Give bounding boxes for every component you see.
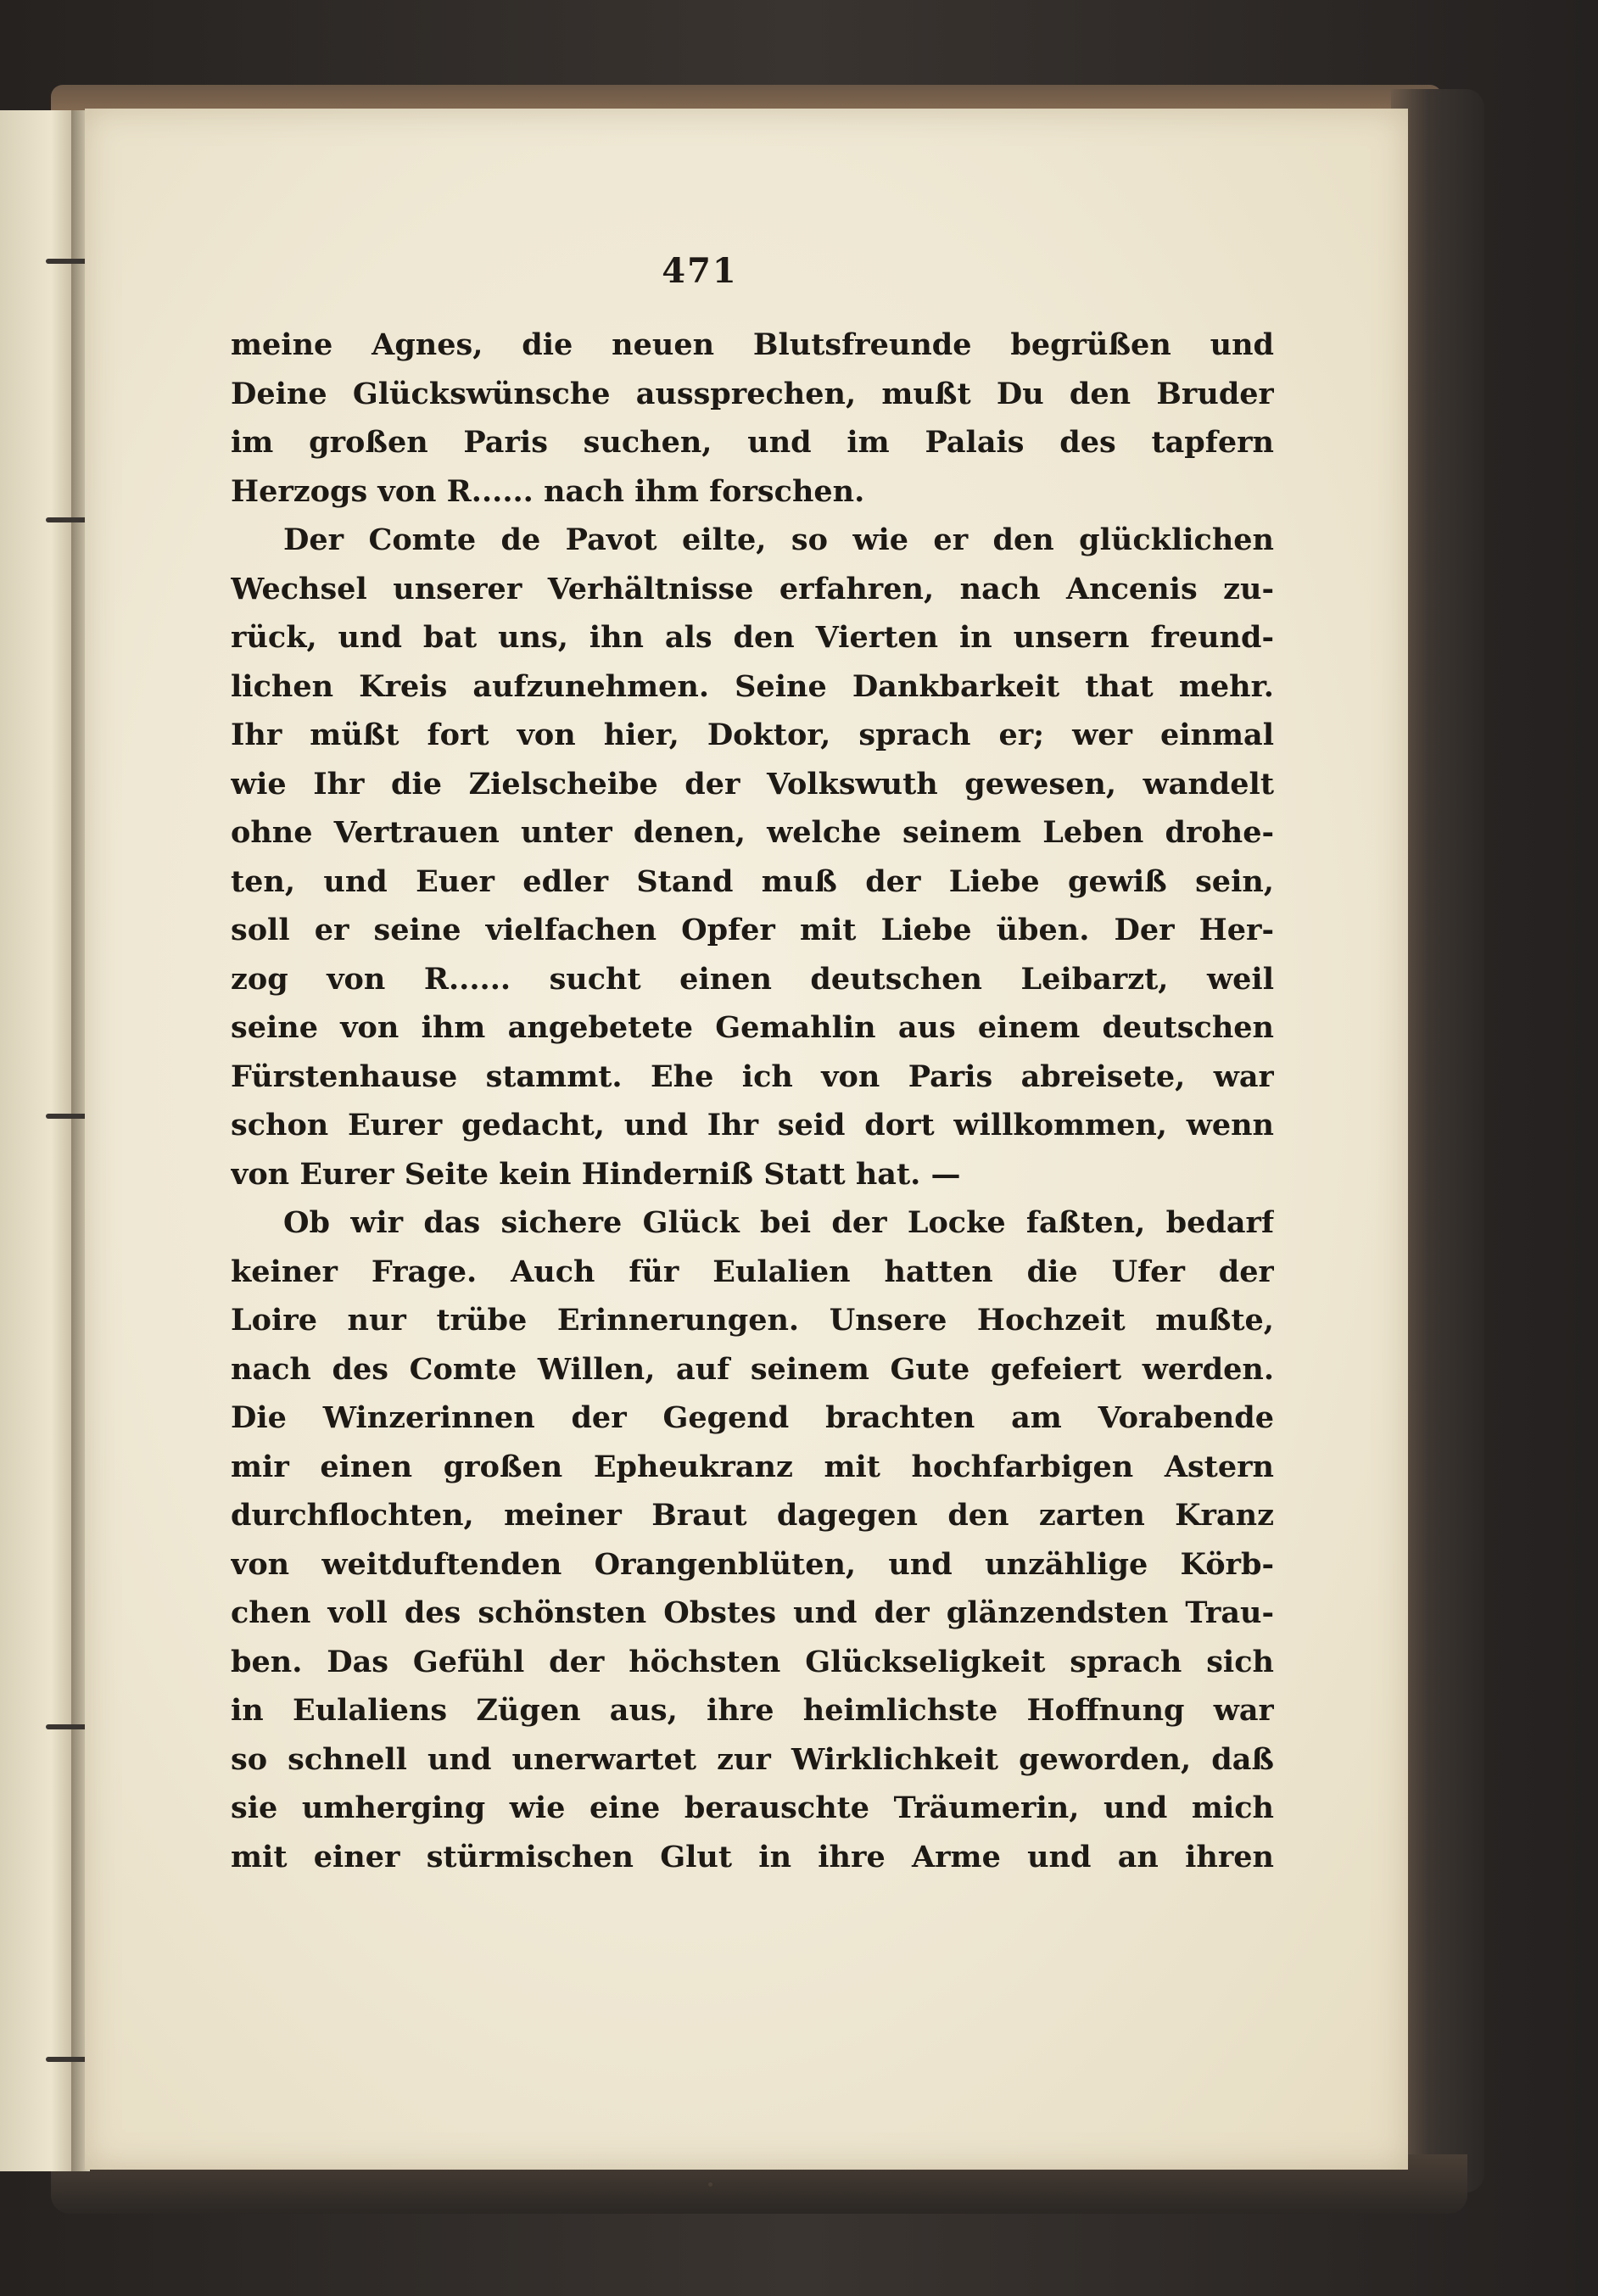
text-line: Deine Glückswünsche aussprechen, mußt Du den Bruder: [231, 376, 1274, 411]
text-line: mit einer stürmischen Glut in ihre Arme und an ihren: [231, 1839, 1274, 1874]
text-line: von weitduftenden Orangenblüten, und unzählige Körb-: [231, 1546, 1274, 1582]
text-line: von Eurer Seite kein Hinderniß Statt hat. —: [231, 1156, 961, 1192]
left-page-edge: [0, 110, 75, 2171]
text-line: Ihr müßt fort von hier, Doktor, sprach er; wer einmal: [231, 718, 1274, 752]
text-line: ohne Vertrauen unter denen, welche seinem Leben drohe-: [231, 815, 1274, 850]
text-line: keiner Frage. Auch für Eulalien hatten die Ufer der: [231, 1254, 1274, 1289]
text-line: ben. Das Gefühl der höchsten Glückseligkeit sprach sich: [231, 1644, 1274, 1679]
text-line: rück, und bat uns, ihn als den Vierten in unsern freund-: [231, 620, 1274, 655]
text-line: durchflochten, meiner Braut dagegen den zarten Kranz: [231, 1498, 1274, 1533]
text-line: zog von R...... sucht einen deutschen Leibarzt, weil: [231, 961, 1274, 997]
text-line: mir einen großen Epheukranz mit hochfarbigen Astern: [231, 1449, 1274, 1484]
text-line: Die Winzerinnen der Gegend brachten am Vorabende: [231, 1400, 1274, 1435]
page-text-block: [231, 321, 1274, 1881]
text-line: meine Agnes, die neuen Blutsfreunde begrüßen und: [231, 327, 1274, 362]
text-line: wie Ihr die Zielscheibe der Volkswuth gewesen, wandelt: [231, 766, 1274, 802]
book-page: [85, 109, 1408, 2170]
text-line: schon Eurer gedacht, und Ihr seid dort willkommen, wenn: [231, 1108, 1274, 1142]
text-line: soll er seine vielfachen Opfer mit Liebe üben. Der Her-: [231, 913, 1274, 947]
text-line: sie umherging wie eine berauschte Träumerin, und mich: [231, 1790, 1274, 1825]
text-line: Fürstenhause stammt. Ehe ich von Paris abreisete, war: [231, 1059, 1274, 1094]
paper-speck: [708, 2182, 712, 2187]
text-line: in Eulaliens Zügen aus, ihre heimlichste Hoffnung war: [231, 1693, 1274, 1728]
text-line: im großen Paris suchen, und im Palais des tapfern: [231, 425, 1274, 460]
text-line: Herzogs von R...... nach ihm forschen.: [231, 473, 865, 509]
text-line: so schnell und unerwartet zur Wirklichkeit geworden, daß: [231, 1741, 1274, 1777]
text-line: Ob wir das sichere Glück bei der Locke faßten, bedarf: [283, 1205, 1274, 1240]
page-number: 471: [662, 251, 738, 291]
text-line: seine von ihm angebetete Gemahlin aus einem deutschen: [231, 1010, 1274, 1045]
text-line: nach des Comte Willen, auf seinem Gute gefeiert werden.: [231, 1351, 1274, 1387]
text-line: chen voll des schönsten Obstes und der glänzendsten Trau-: [231, 1595, 1274, 1630]
text-line: Loire nur trübe Erinnerungen. Unsere Hochzeit mußte,: [231, 1303, 1274, 1338]
text-line: Wechsel unserer Verhältnisse erfahren, nach Ancenis zu-: [231, 571, 1274, 606]
text-line: lichen Kreis aufzunehmen. Seine Dankbarkeit that mehr.: [231, 668, 1274, 704]
text-line: Der Comte de Pavot eilte, so wie er den glücklichen: [283, 522, 1274, 557]
text-line: ten, und Euer edler Stand muß der Liebe gewiß sein,: [231, 863, 1274, 899]
